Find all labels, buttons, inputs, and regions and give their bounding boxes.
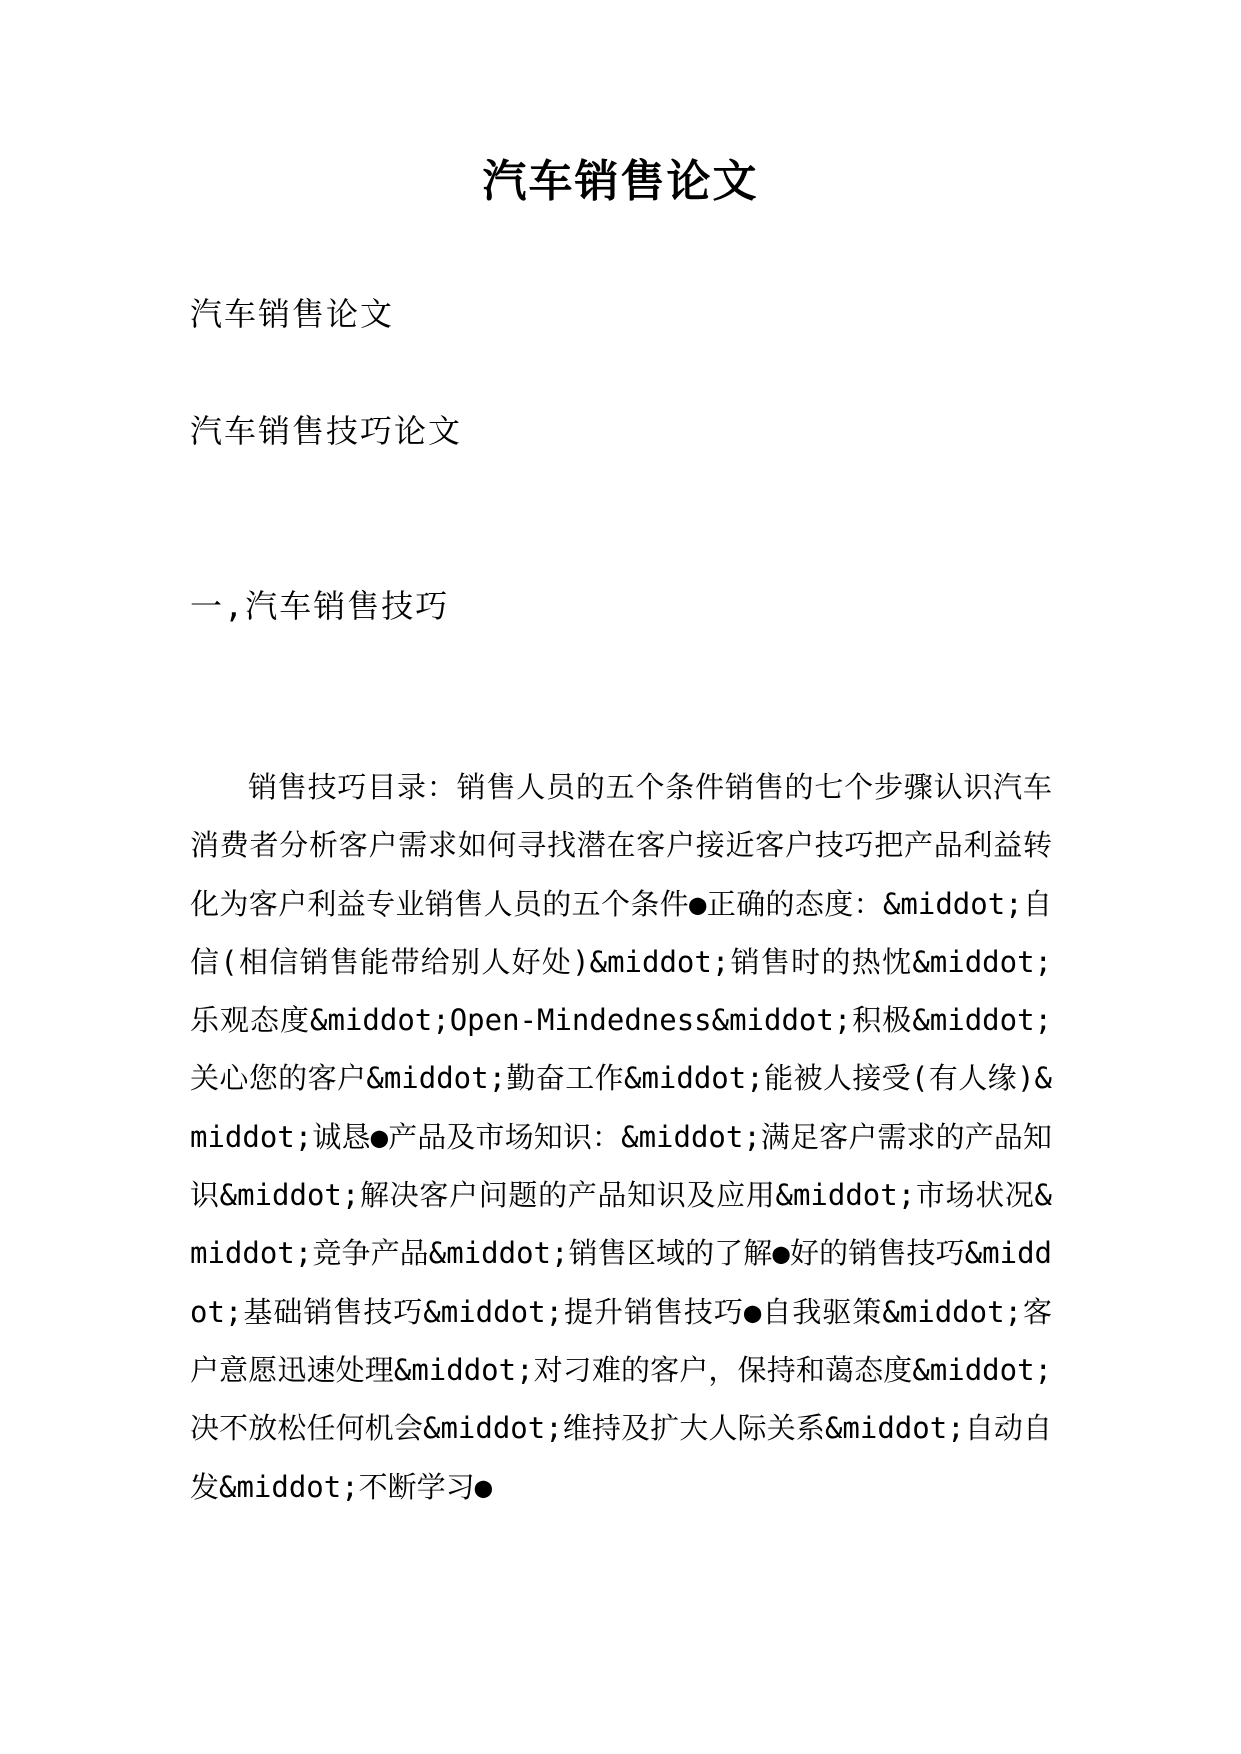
subtitle-line-1: 汽车销售论文: [190, 295, 395, 333]
document-title: 汽车销售论文: [482, 156, 759, 207]
body-paragraph: 销售技巧目录：销售人员的五个条件销售的七个步骤认识汽车消费者分析客户需求如何寻找潜在客户接近客户技巧把产品利益转化为客户利益专业销售人员的五个条件●正确的态度：&middot;自信(相信销售能带给别人好处)&middot;销售时的热忱&middot;乐观态度&middot;Open-Mindedness&middot;积极&middot;关心您的客户&middot;勤奋工作&middot;能被人接受(有人缘)&middot;诚恳●产品及市场知识：&middot;满足客户需求的产品知识&middot;解决客户问题的产品知识及应用&middot;市场状况&middot;竞争产品&middot;销售区域的了解●好的销售技巧&middot;基础销售技巧&middot;提升销售技巧●自我驱策&middot;客户意愿迅速处理&middot;对刁难的客户，保持和蔼态度&middot;决不放松任何机会&middot;维持及扩大人际关系&middot;自动自发&middot;不断学习●: [190, 770, 1052, 1504]
subtitle-line-2: 汽车销售技巧论文: [190, 412, 463, 450]
section-heading: 一,汽车销售技巧: [190, 587, 450, 625]
